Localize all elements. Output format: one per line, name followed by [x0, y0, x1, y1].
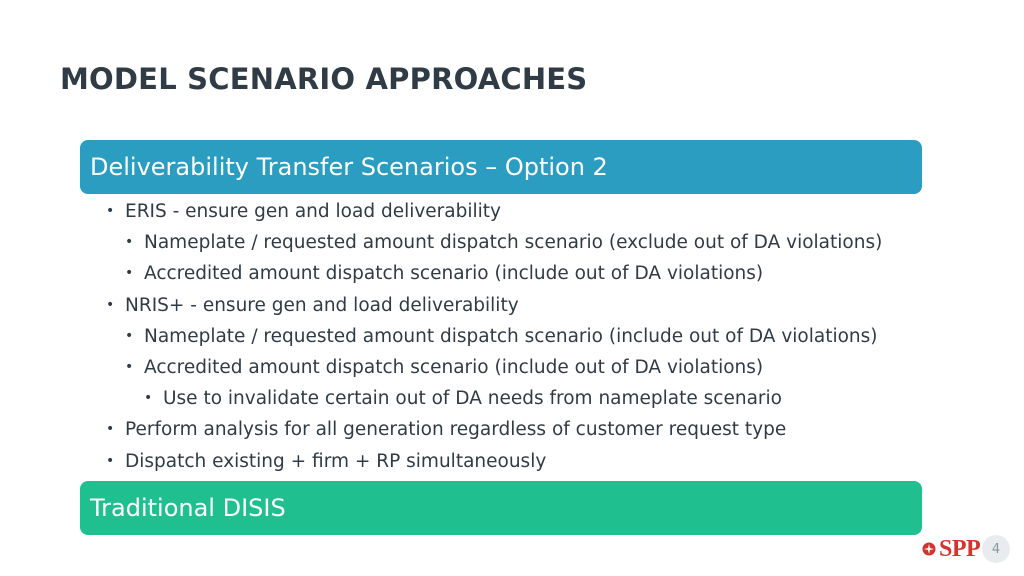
bullet-item [104, 446, 924, 477]
bullet-dot-icon: • [106, 452, 115, 469]
section-heading-label: Traditional DISIS [90, 494, 286, 522]
section-heading-label: Deliverability Transfer Scenarios – Option 2 [90, 153, 608, 181]
bullet-dot-icon: • [125, 327, 134, 344]
bullet-dot-icon: • [106, 421, 115, 438]
bullet-text: Nameplate / requested amount dispatch scenario (include out of DA violations) [144, 325, 878, 347]
bullet-dot-icon: • [125, 265, 134, 282]
bullet-item [104, 258, 924, 289]
bullet-item [104, 196, 924, 227]
bullet-dot-icon: • [106, 296, 115, 313]
bullet-text: Accredited amount dispatch scenario (include out of DA violations) [144, 356, 764, 378]
page-number: 4 [982, 535, 1010, 563]
bullet-item [104, 290, 924, 321]
bullet-item [104, 383, 924, 414]
bullet-text: Accredited amount dispatch scenario (include out of DA violations) [144, 263, 764, 285]
bullet-dot-icon: • [106, 203, 115, 219]
bullet-item [104, 352, 924, 383]
section-heading-traditional-disis [80, 481, 922, 535]
slide-title: MODEL SCENARIO APPROACHES [60, 62, 588, 96]
bullet-list [104, 196, 924, 477]
bullet-item [104, 414, 924, 445]
bullet-text: Perform analysis for all generation regardless of customer request type [125, 419, 787, 441]
bullet-text: NRIS+ - ensure gen and load deliverability [125, 294, 519, 316]
bullet-dot-icon: • [125, 358, 134, 375]
bullet-item [104, 321, 924, 352]
bullet-dot-icon: • [144, 390, 153, 407]
spp-sunburst-icon [922, 542, 936, 556]
section-heading-deliverability [80, 140, 922, 194]
bullet-dot-icon: • [125, 234, 134, 251]
spp-logo-text: SPP [939, 535, 981, 562]
bullet-item [104, 227, 924, 258]
bullet-text: Nameplate / requested amount dispatch scenario (exclude out of DA violations) [144, 232, 883, 254]
spp-logo [922, 534, 980, 564]
bullet-text: Use to invalidate certain out of DA needs from nameplate scenario [163, 388, 782, 410]
bullet-text: Dispatch existing + firm + RP simultaneously [125, 450, 547, 472]
bullet-text: ERIS - ensure gen and load deliverability [125, 201, 501, 222]
